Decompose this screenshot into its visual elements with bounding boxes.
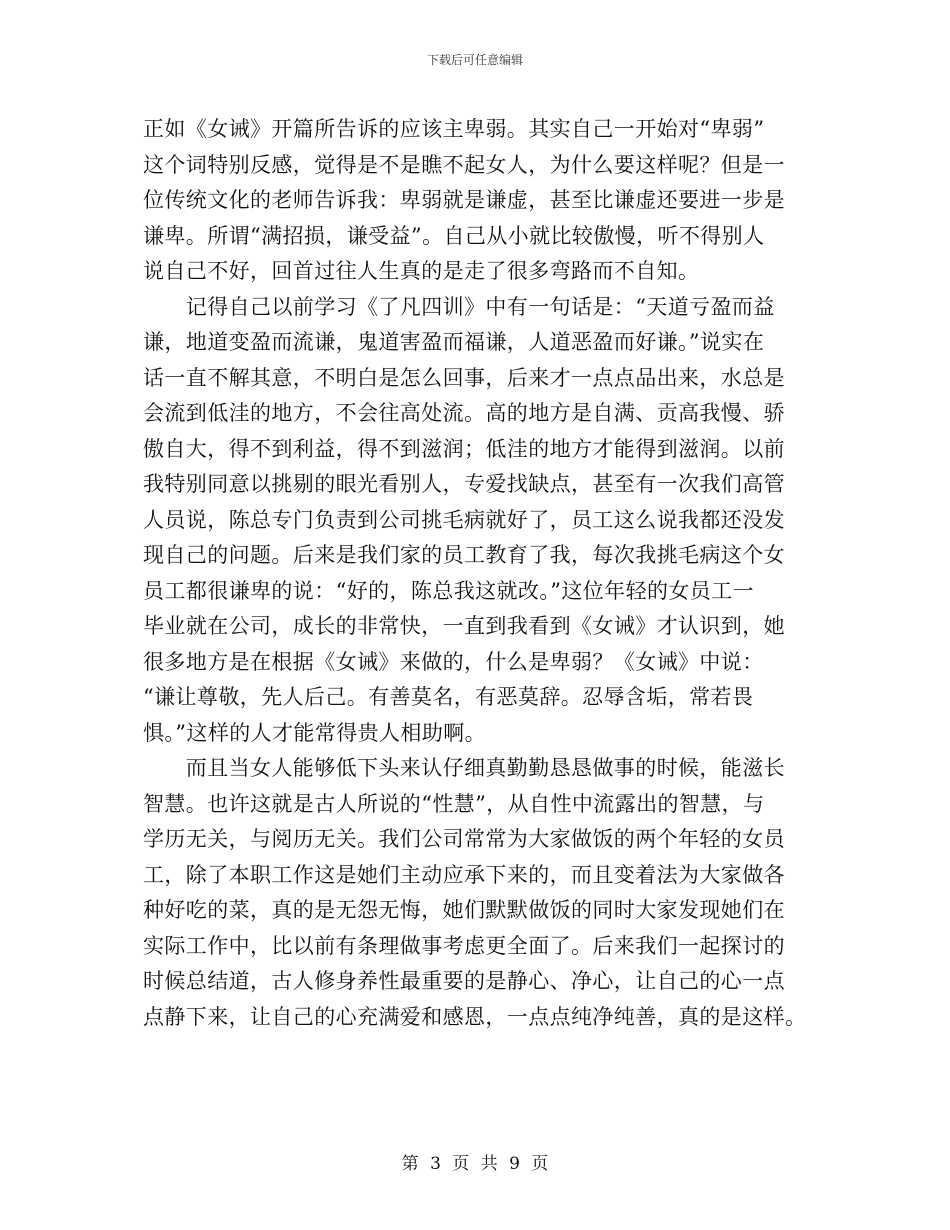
text-line: 智慧。也许这就是古人所说的“性慧”，从自性中流露出的智慧，与: [143, 791, 765, 816]
text-line: 这个词特别反感，觉得是不是瞧不起女人，为什么要这样呢？但是一: [143, 152, 785, 177]
page-number: 第 3 页 共 9 页: [401, 1154, 549, 1174]
text-line: 说自己不好，回首过往人生真的是走了很多弯路而不自知。: [143, 259, 700, 283]
text-line: 话一直不解其意，不明白是怎么回事，后来才一点点品出来，水总是: [143, 365, 785, 390]
text-line: 谦，地道变盈而流谦，鬼道害盈而福谦，人道恶盈而好谦。”说实在: [143, 330, 765, 354]
text-line: 而且当女人能够低下头来认仔细真勤勤恳恳做事的时候，能滋长: [143, 756, 785, 780]
document-body: [143, 112, 808, 1035]
text-line: 惧。”这样的人才能常得贵人相助啊。: [143, 720, 487, 745]
text-line: 位传统文化的老师告诉我：卑弱就是谦虚，甚至比谦虚还要进一步是: [143, 188, 785, 212]
text-line: 谦卑。所谓“满招损，谦受益”。自己从小就比较傲慢，听不得别人: [143, 223, 765, 248]
text-line: 点静下来，让自己的心充满爱和感恩，一点点纯净纯善，真的是这样。: [143, 1004, 807, 1029]
text-line: 傲自大，得不到利益，得不到滋润；低洼的地方才能得到滋润。以前: [143, 436, 785, 461]
text-line: 会流到低洼的地方，不会往高处流。高的地方是自满、贡高我慢、骄: [143, 401, 785, 425]
text-line: 我特别同意以挑剔的眼光看别人，专爱找缺点，甚至有一次我们高管: [143, 472, 785, 496]
text-line: 正如《女诫》开篇所告诉的应该主卑弱。其实自己一开始对“卑弱”: [143, 117, 765, 141]
text-line: 种好吃的菜，真的是无怨无悔，她们默默做饭的同时大家发现她们在: [143, 898, 785, 922]
text-line: “谦让尊敬，先人后己。有善莫名，有恶莫辞。忍辱含垢，常若畏: [143, 685, 754, 709]
text-line: 工，除了本职工作这是她们主动应承下来的，而且变着法为大家做各: [143, 862, 785, 887]
page-header: 下载后可任意编辑: [426, 53, 523, 67]
text-line: 很多地方是在根据《女诫》来做的，什么是卑弱？《女诫》中说：: [143, 649, 764, 674]
text-line: 时候总结道，古人修身养性最重要的是静心、净心，让自己的心一点: [143, 969, 785, 993]
text-line: 学历无关，与阅历无关。我们公司常常为大家做饭的两个年轻的女员: [143, 827, 785, 851]
text-line: 现自己的问题。后来是我们家的员工教育了我，每次我挑毛病这个女: [143, 543, 785, 567]
text-line: 实际工作中，比以前有条理做事考虑更全面了。后来我们一起探讨的: [143, 933, 785, 958]
text-line: 人员说，陈总专门负责到公司挑毛病就好了，员工这么说我都还没发: [143, 507, 785, 532]
text-line: 毕业就在公司，成长的非常快，一直到我看到《女诫》才认识到，她: [143, 614, 785, 638]
text-line: 员工都很谦卑的说：“好的，陈总我这就改。”这位年轻的女员工一: [143, 578, 754, 603]
text-line: 记得自己以前学习《了凡四训》中有一句话是：“天道亏盈而益: [143, 294, 775, 319]
